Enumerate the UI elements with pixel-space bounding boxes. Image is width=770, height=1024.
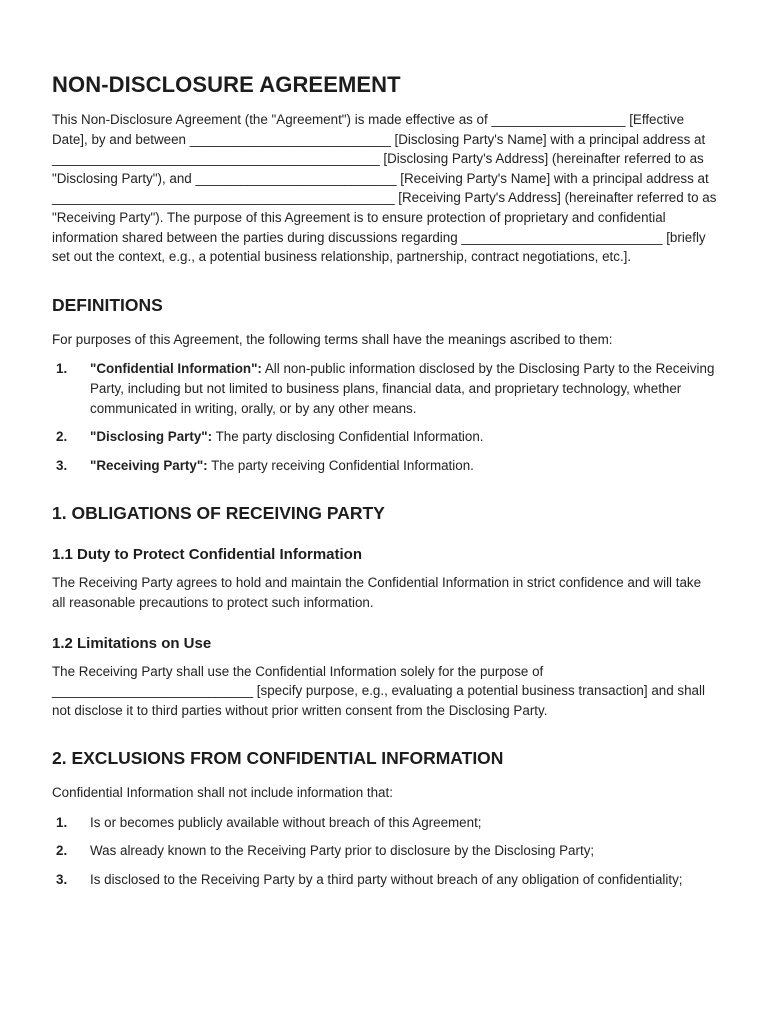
- definitions-lead: For purposes of this Agreement, the following terms shall have the meanings ascribed to them:: [52, 331, 613, 347]
- list-item: [52, 841, 718, 861]
- list-number: 1.: [56, 814, 68, 830]
- section1-2-text: The Receiving Party shall use the Confidential Information solely for the purpose of ___________________________ [specify purpose, e.g., evaluating a potential business transaction] and shall not disclose it to third parties without prior written consent from the Disclosing Party.: [52, 663, 705, 718]
- list-item-text: Is disclosed to the Receiving Party by a third party without breach of any obligation of confidentiality;: [90, 872, 683, 888]
- definition-text: The party disclosing Confidential Information.: [212, 429, 484, 445]
- list-item: [52, 813, 718, 833]
- list-item: [52, 359, 718, 418]
- section1-1-text: The Receiving Party agrees to hold and maintain the Confidential Information in strict confidence and will take all reasonable precautions to protect such information.: [52, 575, 702, 610]
- definition-term: "Receiving Party":: [90, 457, 208, 473]
- list-item-text: Was already known to the Receiving Party prior to disclosure by the Disclosing Party;: [90, 843, 595, 859]
- list-item-text: Is or becomes publicly available without breach of this Agreement;: [90, 814, 482, 830]
- section1-heading: 1. OBLIGATIONS OF RECEIVING PARTY: [52, 503, 385, 524]
- definition-text: All non-public information disclosed by the Disclosing Party to the Receiving Party, including but not limited to business plans, financial data, and proprietary technology, whether communicated in writing, orally, or by any other means.: [90, 361, 715, 416]
- intro-paragraph: This Non-Disclosure Agreement (the "Agreement") is made effective as of __________________ [Effective Date], by and between ___________________________ [Disclosing Party's Name] with a principal address at ____________________________________________ [Disclosing Party's Address] (hereinafter referred to as "Disclosing Party"), and ___________________________ [Receiving Party's Name] with a principal address at ______________________________________________ [Receiving Party's Address] (hereinafter referred to as "Receiving Party"). The purpose of this Agreement is to ensure protection of proprietary and confidential information shared between the parties during discussions regarding ___________________________ [briefly set out the context, e.g., a potential business relationship, partnership, contract negotiations, etc.].: [52, 112, 717, 265]
- list-item: [52, 427, 718, 447]
- definitions-heading: DEFINITIONS: [52, 294, 163, 315]
- definitions-list: [52, 359, 718, 475]
- list-item: [52, 870, 718, 890]
- definition-text: The party receiving Confidential Information.: [207, 457, 474, 473]
- list-number: 1.: [56, 361, 68, 377]
- list-number: 2.: [56, 843, 68, 859]
- definition-term: "Disclosing Party":: [90, 429, 213, 445]
- definition-term: "Confidential Information":: [90, 361, 262, 377]
- list-item: [52, 456, 718, 476]
- list-number: 3.: [56, 872, 68, 888]
- list-number: 2.: [56, 429, 68, 445]
- section1-2-heading: 1.2 Limitations on Use: [52, 634, 212, 652]
- list-number: 3.: [56, 457, 68, 473]
- exclusions-list: [52, 813, 718, 890]
- section2-heading: 2. EXCLUSIONS FROM CONFIDENTIAL INFORMATION: [52, 748, 504, 769]
- section1-1-heading: 1.1 Duty to Protect Confidential Information: [52, 546, 363, 564]
- section2-lead: Confidential Information shall not include information that:: [52, 785, 393, 801]
- document-title: NON-DISCLOSURE AGREEMENT: [52, 72, 401, 97]
